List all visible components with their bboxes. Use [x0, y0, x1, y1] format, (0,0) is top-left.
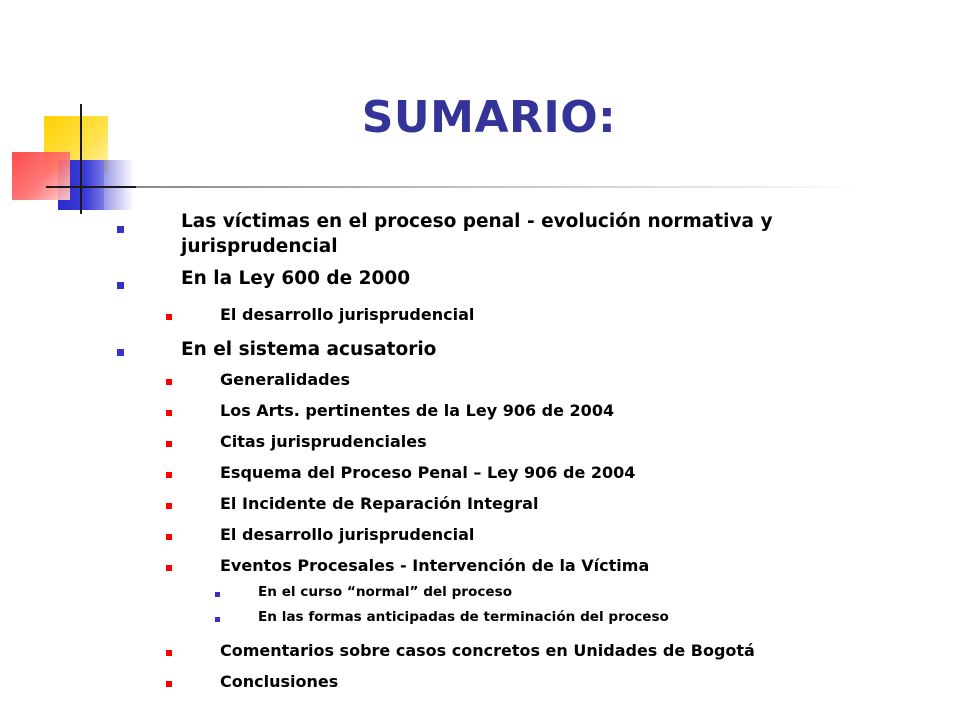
list-item: En la Ley 600 de 2000 — [181, 268, 411, 289]
bullet-icon — [166, 534, 172, 540]
list-item: Las víctimas en el proceso penal - evolución normativa y — [181, 211, 773, 232]
list-item: Los Arts. pertinentes de la Ley 906 de 2004 — [220, 401, 615, 420]
list-item: Comentarios sobre casos concretos en Unidades de Bogotá — [220, 641, 755, 660]
bullet-icon — [117, 349, 124, 356]
bullet-icon — [166, 379, 172, 385]
list-item: Citas jurisprudenciales — [220, 432, 427, 451]
list-item: Eventos Procesales - Intervención de la Víctima — [220, 556, 650, 575]
list-item: Esquema del Proceso Penal – Ley 906 de 2004 — [220, 463, 636, 482]
list-item: Conclusiones — [220, 672, 339, 691]
bullet-icon — [166, 410, 172, 416]
list-item: En las formas anticipadas de terminación del proceso — [258, 609, 669, 625]
bullet-icon — [166, 441, 172, 447]
list-item: El desarrollo jurisprudencial — [220, 305, 475, 324]
list-item: En el curso “normal” del proceso — [258, 584, 513, 600]
slide-title: SUMARIO: — [361, 92, 617, 143]
bullet-icon — [166, 650, 172, 656]
bullet-icon — [215, 617, 220, 622]
bullet-icon — [166, 565, 172, 571]
bullet-icon — [166, 472, 172, 478]
bullet-icon — [166, 314, 172, 320]
bullet-icon — [215, 592, 220, 597]
list-item: El desarrollo jurisprudencial — [220, 525, 475, 544]
bullet-icon — [117, 282, 124, 289]
bullet-icon — [166, 503, 172, 509]
list-item-continuation: jurisprudencial — [181, 236, 338, 257]
bullet-icon — [117, 226, 124, 233]
bullet-icon — [166, 681, 172, 687]
list-item: Generalidades — [220, 370, 350, 389]
list-item: El Incidente de Reparación Integral — [220, 494, 539, 513]
list-item: En el sistema acusatorio — [181, 339, 437, 360]
